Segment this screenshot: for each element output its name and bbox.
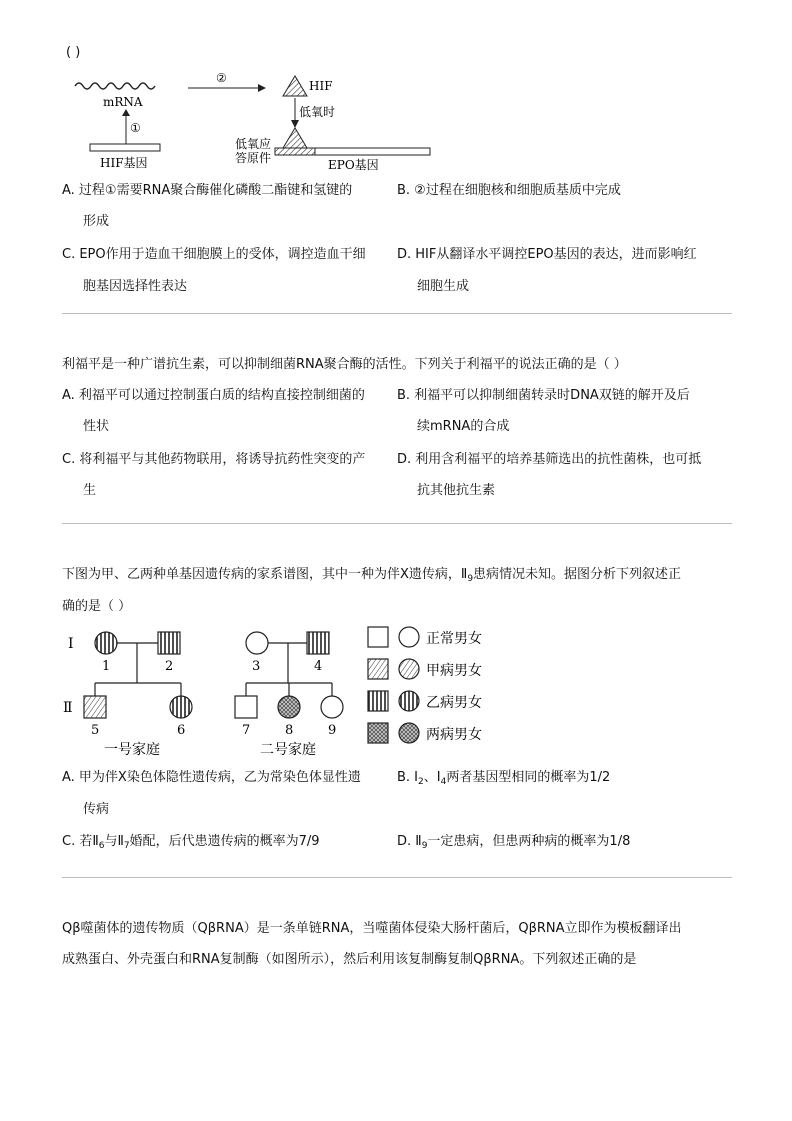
svg-text:4: 4 — [314, 659, 323, 674]
step1-label: ① — [130, 121, 141, 135]
q1-option-d-line1[interactable]: D. HIF从翻译水平调控EPO基因的表达，进而影响红 — [397, 247, 697, 262]
svg-text:3: 3 — [252, 659, 261, 674]
epo-gene-bar — [315, 148, 430, 155]
q4-stem-line2: 成熟蛋白、外壳蛋白和RNA复制酶（如图所示），然后利用该复制酶复制QβRNA。下列叙述正确的是 — [62, 952, 637, 967]
q1-option-c-line2: 胞基因选择性表达 — [83, 279, 188, 294]
q2-option-b-line1[interactable]: B. 利福平可以抑制细菌转录时DNA双链的解开及后 — [397, 388, 690, 403]
hif-gene-label: HIF基因 — [100, 156, 148, 170]
legend-yi: 乙病男女 — [426, 695, 482, 711]
epo-gene-label: EPO基因 — [328, 158, 379, 172]
individual-7 — [235, 696, 257, 718]
q3-option-c[interactable]: C. 若$Ⅱ_6$与$Ⅱ_7$婚配，后代患遗传病的概率为7/9 — [62, 834, 320, 851]
svg-text:9: 9 — [328, 723, 337, 738]
family-1-label: 一号家庭 — [104, 742, 160, 758]
q4-stem-line1: Qβ噬菌体的遗传物质（QβRNA）是一条单链RNA，当噬菌体侵染大肠杆菌后，QβRNA立即作为模板翻译出 — [62, 921, 682, 936]
hif-triangle — [283, 76, 307, 96]
q1-option-b-line1[interactable]: B. ②过程在细胞核和细胞质基质中完成 — [397, 183, 621, 198]
q1-option-d-line2: 细胞生成 — [417, 279, 470, 294]
svg-text:8: 8 — [285, 723, 294, 738]
element-label-2: 答原件 — [235, 151, 272, 165]
svg-text:5: 5 — [91, 723, 100, 738]
q2-stem: 利福平是一种广谱抗生素，可以抑制细菌RNA聚合酶的活性。下列关于利福平的说法正确的是（ ） — [62, 357, 627, 372]
q3-option-b[interactable]: B. $Ⅰ_2$、$Ⅰ_4$两者基因型相同的概率为1/2 — [397, 770, 611, 787]
separator-2 — [62, 523, 732, 524]
hif-label: HIF — [309, 79, 333, 93]
individual-1 — [95, 632, 117, 654]
low-oxygen-label: 低氧时 — [299, 105, 336, 119]
individual-6 — [170, 696, 192, 718]
q2-option-c-line2: 生 — [83, 483, 97, 498]
q1-option-a-line1[interactable]: A. 过程①需要RNA聚合酶催化磷酸二酯键和氢键的 — [62, 183, 353, 198]
individual-8 — [278, 696, 300, 718]
hif-gene-bar — [90, 144, 160, 151]
response-element — [275, 148, 315, 155]
q3-pedigree — [60, 622, 500, 762]
legend-normal: 正常男女 — [426, 631, 482, 647]
q1-option-a-line2: 形成 — [83, 214, 110, 229]
separator-3 — [62, 877, 732, 878]
step2-label: ② — [216, 71, 227, 85]
q2-option-c-line1[interactable]: C. 将利福平与其他药物联用，将诱导抗药性突变的产 — [62, 452, 366, 467]
individual-5 — [84, 696, 106, 718]
q2-option-a-line1[interactable]: A. 利福平可以通过控制蛋白质的结构直接控制细菌的 — [62, 388, 365, 403]
q3-option-a-line2: 传病 — [83, 802, 110, 817]
q2-option-d-line2: 抗其他抗生素 — [417, 483, 496, 498]
element-label-1: 低氧应 — [235, 137, 272, 151]
q1-option-c-line1[interactable]: C. EPO作用于造血干细胞膜上的受体，调控造血干细 — [62, 247, 366, 262]
q3-option-a-line1[interactable]: A. 甲为伴X染色体隐性遗传病，乙为常染色体显性遗 — [62, 770, 361, 785]
q2-option-b-line2: 续mRNA的合成 — [417, 419, 510, 434]
legend-jia: 甲病男女 — [426, 663, 482, 679]
mrna-label: mRNA — [103, 95, 143, 109]
separator-1 — [62, 313, 732, 314]
svg-text:6: 6 — [177, 723, 186, 738]
q2-option-d-line1[interactable]: D. 利用含利福平的培养基筛选出的抗性菌株，也可抵 — [397, 452, 702, 467]
mrna-wave — [75, 83, 155, 89]
individual-2 — [158, 632, 180, 654]
family-2-label: 二号家庭 — [260, 742, 316, 758]
q2-option-a-line2: 性状 — [83, 419, 110, 434]
q3-option-d[interactable]: D. $Ⅱ_9$一定患病，但患两种病的概率为1/8 — [397, 834, 631, 851]
gen-1-label: Ⅰ — [68, 636, 74, 652]
gen-2-label: Ⅱ — [63, 700, 73, 716]
q1-diagram — [70, 68, 440, 176]
individual-4 — [307, 632, 329, 654]
svg-text:1: 1 — [102, 659, 111, 674]
svg-text:7: 7 — [242, 723, 251, 738]
individual-9 — [321, 696, 343, 718]
q3-stem-line2: 确的是（ ） — [62, 599, 132, 614]
legend-both: 两病男女 — [426, 727, 482, 743]
individual-3 — [246, 632, 268, 654]
svg-text:2: 2 — [165, 659, 174, 674]
q3-stem-line1: 下图为甲、乙两种单基因遗传病的家系谱图，其中一种为伴X遗传病，$Ⅱ_9$患病情况未知。据图分析下列叙述正 — [62, 567, 682, 584]
q1-answer-bracket: ( ) — [66, 45, 81, 60]
